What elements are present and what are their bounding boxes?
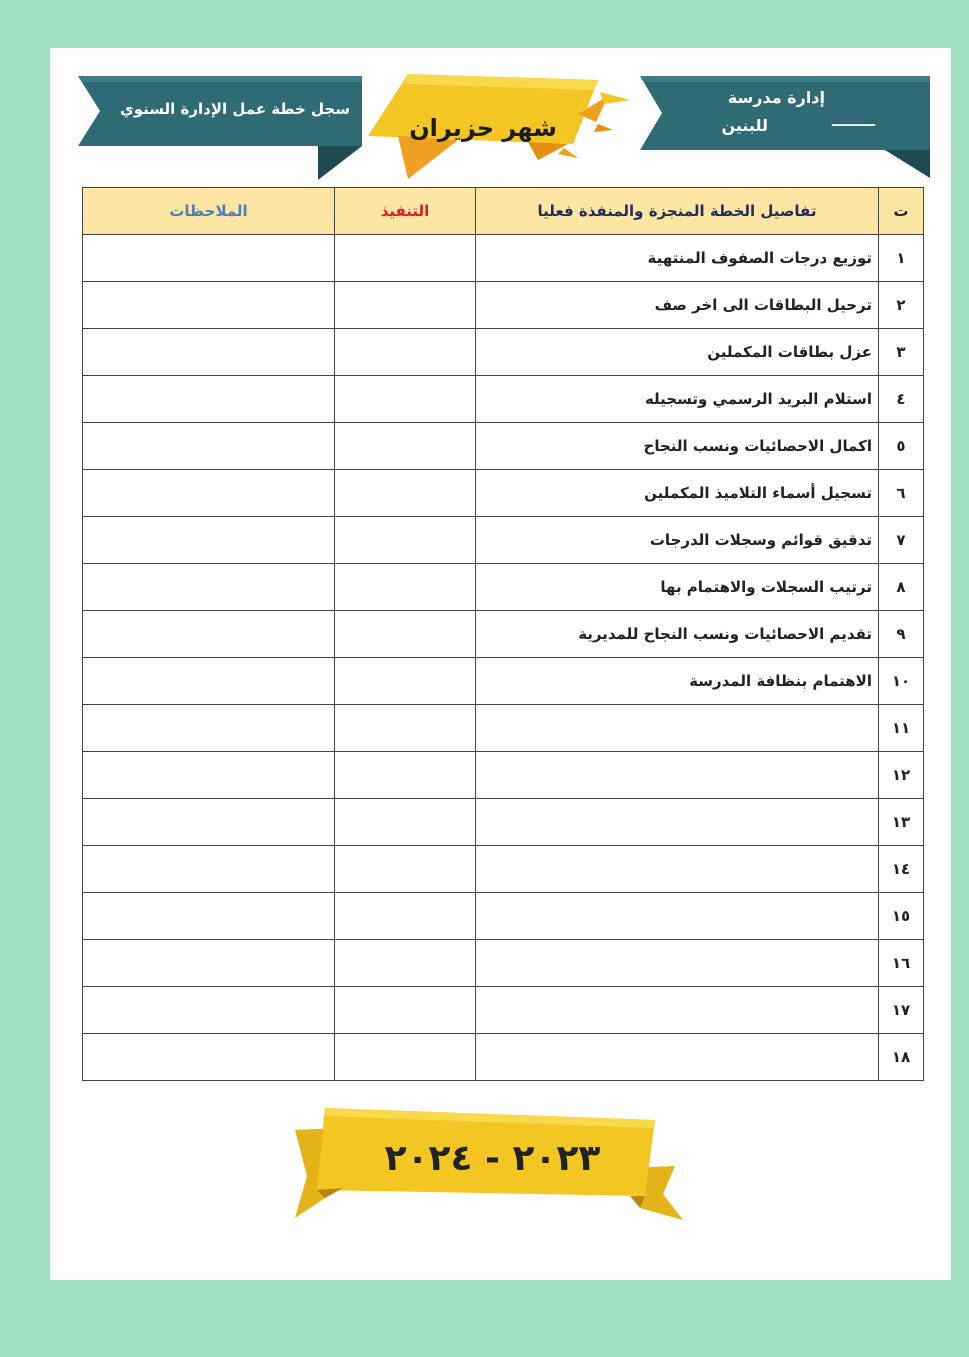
row-execution bbox=[335, 470, 476, 517]
row-notes bbox=[83, 752, 335, 799]
row-notes bbox=[83, 658, 335, 705]
header-execution: التنفيذ bbox=[335, 188, 476, 235]
row-num: ١٧ bbox=[879, 987, 924, 1034]
row-notes bbox=[83, 423, 335, 470]
row-notes bbox=[83, 470, 335, 517]
table-body bbox=[83, 235, 924, 1081]
row-notes bbox=[83, 940, 335, 987]
row-notes bbox=[83, 235, 335, 282]
table-row bbox=[83, 940, 924, 987]
row-notes bbox=[83, 1034, 335, 1081]
row-details: عزل بطاقات المكملين bbox=[476, 329, 879, 376]
document-page bbox=[50, 48, 951, 1280]
row-num: ١٣ bbox=[879, 799, 924, 846]
row-details bbox=[476, 987, 879, 1034]
row-notes bbox=[83, 282, 335, 329]
table-row bbox=[83, 799, 924, 846]
table-row bbox=[83, 893, 924, 940]
row-execution bbox=[335, 799, 476, 846]
row-num: ١٦ bbox=[879, 940, 924, 987]
row-details: ترتيب السجلات والاهتمام بها bbox=[476, 564, 879, 611]
year-banner bbox=[295, 1108, 685, 1220]
row-num: ١ bbox=[879, 235, 924, 282]
row-execution bbox=[335, 611, 476, 658]
row-execution bbox=[335, 376, 476, 423]
row-details bbox=[476, 893, 879, 940]
table-row bbox=[83, 423, 924, 470]
row-details: اكمال الاحصائيات ونسب النجاح bbox=[476, 423, 879, 470]
header-details: تفاصيل الخطة المنجزة والمنفذة فعليا bbox=[476, 188, 879, 235]
school-name-blank: ـــــــــ bbox=[831, 114, 875, 130]
row-num: ١٢ bbox=[879, 752, 924, 799]
table-row bbox=[83, 658, 924, 705]
plan-table bbox=[82, 187, 924, 1081]
month-title: شهر حزيران bbox=[409, 114, 557, 142]
row-details: استلام البريد الرسمي وتسجيله bbox=[476, 376, 879, 423]
row-details bbox=[476, 846, 879, 893]
table-row bbox=[83, 517, 924, 564]
row-num: ١٥ bbox=[879, 893, 924, 940]
table-row bbox=[83, 235, 924, 282]
row-details bbox=[476, 752, 879, 799]
row-details: تقديم الاحصائيات ونسب النجاح للمديرية bbox=[476, 611, 879, 658]
table-row bbox=[83, 329, 924, 376]
row-details bbox=[476, 705, 879, 752]
table-row bbox=[83, 1034, 924, 1081]
row-execution bbox=[335, 235, 476, 282]
record-ribbon bbox=[78, 76, 362, 180]
row-details: توزيع درجات الصفوف المنتهية bbox=[476, 235, 879, 282]
row-execution bbox=[335, 752, 476, 799]
row-execution bbox=[335, 846, 476, 893]
row-num: ٢ bbox=[879, 282, 924, 329]
row-notes bbox=[83, 846, 335, 893]
row-num: ١١ bbox=[879, 705, 924, 752]
month-banner bbox=[368, 74, 636, 186]
row-execution bbox=[335, 987, 476, 1034]
row-execution bbox=[335, 705, 476, 752]
row-notes bbox=[83, 517, 335, 564]
row-details: ترحيل البطاقات الى اخر صف bbox=[476, 282, 879, 329]
row-execution bbox=[335, 1034, 476, 1081]
record-title: سجل خطة عمل الإدارة السنوي bbox=[119, 100, 350, 118]
school-label: إدارة مدرسة bbox=[727, 88, 825, 107]
row-execution bbox=[335, 658, 476, 705]
table-row bbox=[83, 846, 924, 893]
row-details: تدقيق قوائم وسجلات الدرجات bbox=[476, 517, 879, 564]
row-details: الاهتمام بنظافة المدرسة bbox=[476, 658, 879, 705]
header-num: ت bbox=[879, 188, 924, 235]
table-row bbox=[83, 705, 924, 752]
row-details: تسجيل أسماء التلاميذ المكملين bbox=[476, 470, 879, 517]
row-num: ٥ bbox=[879, 423, 924, 470]
row-num: ٤ bbox=[879, 376, 924, 423]
year-range: ٢٠٢٣ - ٢٠٢٤ bbox=[384, 1138, 601, 1179]
row-num: ٨ bbox=[879, 564, 924, 611]
row-notes bbox=[83, 893, 335, 940]
table-row bbox=[83, 376, 924, 423]
table-header-row bbox=[83, 188, 924, 235]
row-notes bbox=[83, 564, 335, 611]
row-execution bbox=[335, 940, 476, 987]
row-num: ١٤ bbox=[879, 846, 924, 893]
row-details bbox=[476, 1034, 879, 1081]
school-suffix: للبنين bbox=[721, 116, 768, 135]
row-details bbox=[476, 940, 879, 987]
table-row bbox=[83, 987, 924, 1034]
header-notes: الملاحظات bbox=[83, 188, 335, 235]
table-row bbox=[83, 611, 924, 658]
row-notes bbox=[83, 987, 335, 1034]
school-ribbon bbox=[640, 76, 930, 178]
row-notes bbox=[83, 799, 335, 846]
row-num: ١٠ bbox=[879, 658, 924, 705]
table-row bbox=[83, 470, 924, 517]
row-notes bbox=[83, 329, 335, 376]
row-notes bbox=[83, 705, 335, 752]
row-execution bbox=[335, 423, 476, 470]
row-notes bbox=[83, 376, 335, 423]
table-row bbox=[83, 564, 924, 611]
row-num: ٦ bbox=[879, 470, 924, 517]
table-row bbox=[83, 752, 924, 799]
row-execution bbox=[335, 893, 476, 940]
row-execution bbox=[335, 329, 476, 376]
row-details bbox=[476, 799, 879, 846]
table-row bbox=[83, 282, 924, 329]
row-execution bbox=[335, 517, 476, 564]
row-num: ٣ bbox=[879, 329, 924, 376]
row-num: ٧ bbox=[879, 517, 924, 564]
row-execution bbox=[335, 282, 476, 329]
row-notes bbox=[83, 611, 335, 658]
row-execution bbox=[335, 564, 476, 611]
row-num: ٩ bbox=[879, 611, 924, 658]
row-num: ١٨ bbox=[879, 1034, 924, 1081]
